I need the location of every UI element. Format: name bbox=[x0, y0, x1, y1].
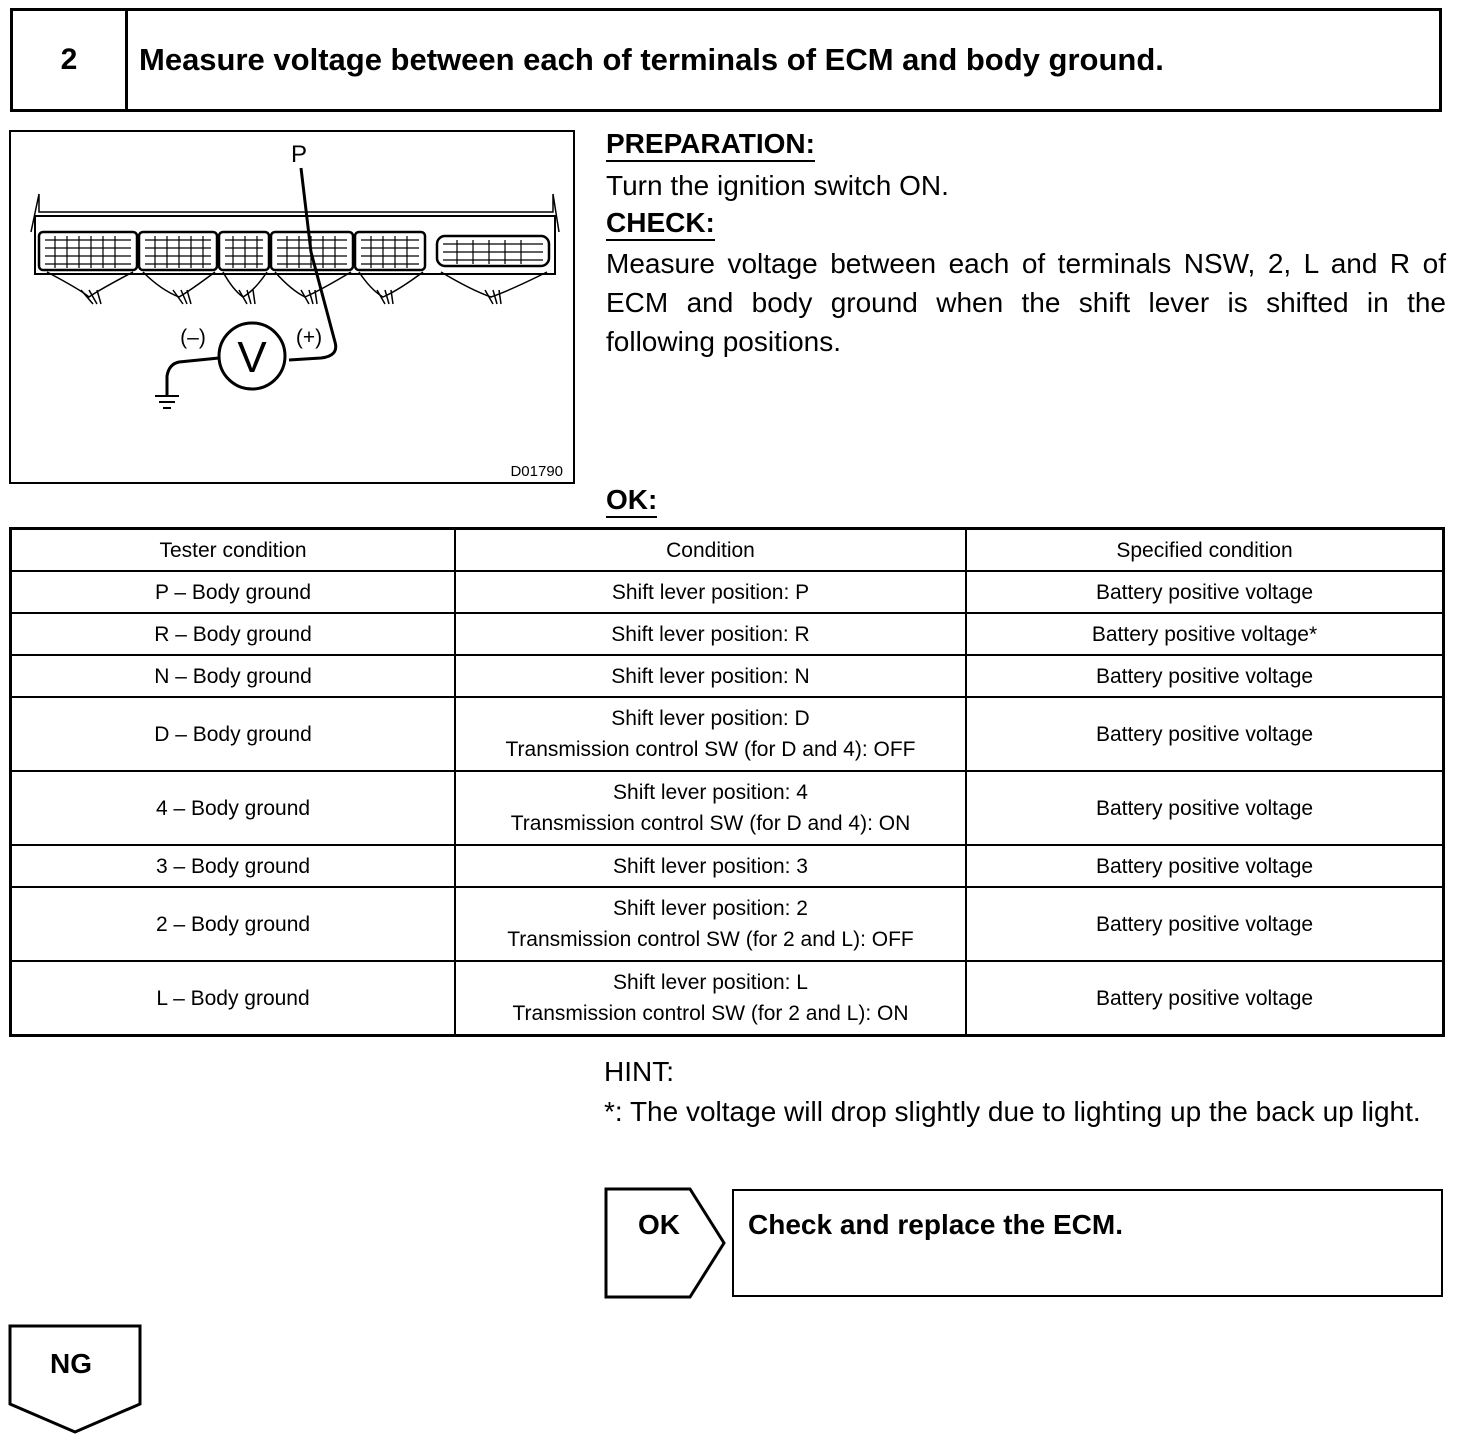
check-text: Measure voltage between each of terminals NSW, 2, L and R of ECM and body ground when the shift lever is shifted in the following positions. bbox=[606, 248, 1446, 357]
condition-cell: Shift lever position: N bbox=[455, 655, 966, 697]
header-condition: Condition bbox=[455, 529, 966, 572]
ok-action-text: Check and replace the ECM. bbox=[748, 1209, 1124, 1240]
condition-cell: Shift lever position: P bbox=[455, 571, 966, 613]
ok-heading: OK: bbox=[606, 484, 657, 518]
condition-cell bbox=[455, 961, 966, 1036]
ng-tab-icon bbox=[8, 1324, 144, 1436]
table-row bbox=[11, 887, 1444, 961]
condition-line-1: Shift lever position: D bbox=[611, 707, 810, 730]
step-header bbox=[10, 8, 1442, 112]
condition-line-1: Shift lever position: L bbox=[613, 971, 808, 994]
table-row bbox=[11, 845, 1444, 887]
ok-action-box bbox=[732, 1189, 1443, 1297]
condition-line-2: Transmission control SW (for 2 and L): ON bbox=[512, 1002, 909, 1025]
ng-label: NG bbox=[50, 1348, 92, 1379]
preparation-heading: PREPARATION: bbox=[606, 128, 815, 162]
spec-cell: Battery positive voltage bbox=[966, 697, 1444, 771]
ok-tab-icon bbox=[604, 1187, 728, 1299]
spec-cell: Battery positive voltage bbox=[966, 655, 1444, 697]
condition-cell: Shift lever position: R bbox=[455, 613, 966, 655]
table-row bbox=[11, 697, 1444, 771]
ecm-connector-diagram bbox=[9, 130, 575, 484]
table-row bbox=[11, 655, 1444, 697]
spec-cell: Battery positive voltage bbox=[966, 961, 1444, 1036]
condition-line-2: Transmission control SW (for D and 4): ON bbox=[510, 812, 911, 835]
ecm-diagram-drawing bbox=[11, 132, 577, 486]
tester-cell: R – Body ground bbox=[11, 613, 456, 655]
figure-code: D01790 bbox=[510, 463, 563, 480]
tester-cell: N – Body ground bbox=[11, 655, 456, 697]
tester-cell: 2 – Body ground bbox=[11, 887, 456, 961]
positive-label: (+) bbox=[295, 326, 323, 349]
tester-cell: 4 – Body ground bbox=[11, 771, 456, 845]
condition-line-2: Transmission control SW (for D and 4): OFF bbox=[505, 738, 916, 761]
check-heading: CHECK: bbox=[606, 207, 715, 241]
spec-cell: Battery positive voltage bbox=[966, 571, 1444, 613]
voltmeter-symbol: V bbox=[237, 333, 267, 382]
header-tester-condition: Tester condition bbox=[11, 529, 456, 572]
negative-label: (–) bbox=[180, 326, 206, 349]
table-row bbox=[11, 771, 1444, 845]
tester-cell: P – Body ground bbox=[11, 571, 456, 613]
step-title: Measure voltage between each of terminals of ECM and body ground. bbox=[139, 42, 1164, 77]
hint-text: *: The voltage will drop slightly due to lighting up the back up light. bbox=[604, 1096, 1421, 1127]
ok-label: OK bbox=[638, 1209, 680, 1240]
condition-cell bbox=[455, 771, 966, 845]
ground-icon bbox=[155, 396, 179, 408]
condition-line-1: Shift lever position: 4 bbox=[613, 781, 808, 804]
spec-cell: Battery positive voltage bbox=[966, 845, 1444, 887]
tester-cell: D – Body ground bbox=[11, 697, 456, 771]
table-row bbox=[11, 613, 1444, 655]
condition-line-1: Shift lever position: 2 bbox=[613, 897, 808, 920]
preparation-text: Turn the ignition switch ON. bbox=[606, 170, 949, 201]
table-row bbox=[11, 961, 1444, 1036]
tester-cell: 3 – Body ground bbox=[11, 845, 456, 887]
condition-cell bbox=[455, 887, 966, 961]
step-number: 2 bbox=[13, 11, 128, 109]
header-specified-condition: Specified condition bbox=[966, 529, 1444, 572]
spec-cell: Battery positive voltage bbox=[966, 887, 1444, 961]
hint-heading: HINT: bbox=[604, 1056, 674, 1087]
table-header-row bbox=[11, 529, 1444, 572]
condition-cell bbox=[455, 697, 966, 771]
tester-cell: L – Body ground bbox=[11, 961, 456, 1036]
condition-cell: Shift lever position: 3 bbox=[455, 845, 966, 887]
spec-cell: Battery positive voltage* bbox=[966, 613, 1444, 655]
table-row bbox=[11, 571, 1444, 613]
terminal-label-p: P bbox=[290, 141, 308, 168]
spec-table bbox=[9, 527, 1445, 1037]
spec-cell: Battery positive voltage bbox=[966, 771, 1444, 845]
condition-line-2: Transmission control SW (for 2 and L): OFF bbox=[507, 928, 914, 951]
